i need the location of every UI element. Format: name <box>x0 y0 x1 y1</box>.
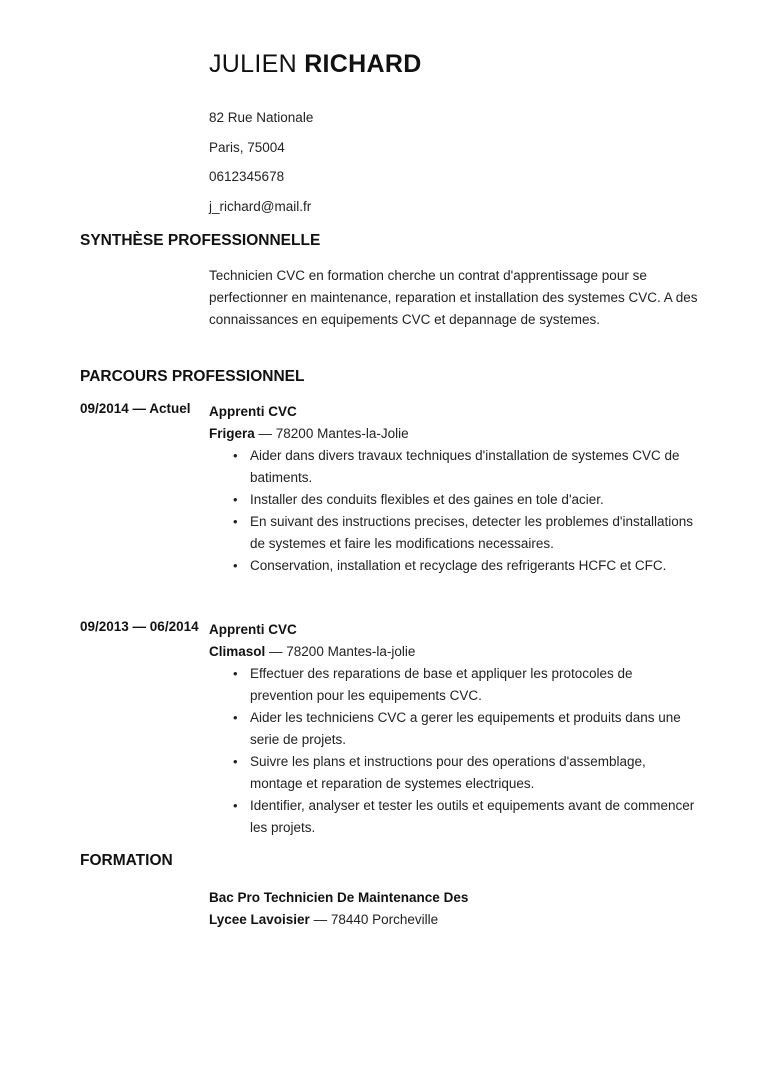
contact-city: Paris, 75004 <box>209 139 285 155</box>
company-location: — 78200 Mantes-la-jolie <box>265 644 416 659</box>
education-entry <box>209 887 699 931</box>
job-bullets <box>209 445 699 577</box>
company-location: — 78200 Mantes-la-Jolie <box>254 426 409 441</box>
job-bullet: • En suivant des instructions precises, detecter les problemes d'installations de systemes et faire les modifications necessaires. <box>250 511 699 555</box>
summary-section-title: SYNTHÈSE PROFESSIONNELLE <box>80 232 321 249</box>
job-dates: 09/2014 — Actuel <box>80 401 191 416</box>
job-title: Apprenti CVC <box>209 404 297 419</box>
education-school <box>209 909 699 931</box>
job-dates: 09/2013 — 06/2014 <box>80 619 199 634</box>
job-company <box>209 423 699 445</box>
job-content <box>209 401 699 577</box>
school-name: Lycee Lavoisier <box>209 912 310 927</box>
last-name: RICHARD <box>304 50 422 78</box>
job-bullet: • Effectuer des reparations de base et appliquer les protocoles de prevention pour les equipements CVC. <box>250 663 699 707</box>
job-bullet: • Identifier, analyser et tester les outils et equipements avant de commencer les projets. <box>250 795 699 839</box>
experience-section-title: PARCOURS PROFESSIONNEL <box>80 368 305 385</box>
contact-street: 82 Rue Nationale <box>209 110 314 125</box>
job-bullet: • Suivre les plans et instructions pour des operations d'assemblage, montage et reparation de systemes electriques. <box>250 751 699 795</box>
contact-email: j_richard@mail.fr <box>209 198 312 214</box>
contact-phone: 0612345678 <box>209 169 285 184</box>
education-degree: Bac Pro Technicien De Maintenance Des <box>209 890 469 905</box>
summary-text: Technicien CVC en formation cherche un contrat d'apprentissage pour se perfectionner en maintenance, reparation et installation des systemes CVC. A des connaissances en equipements CVC et depannage de systemes. <box>209 268 698 327</box>
job-bullets <box>209 663 699 839</box>
company-name: Frigera <box>209 426 255 441</box>
school-location: — 78440 Porcheville <box>309 912 439 927</box>
job-company <box>209 641 699 663</box>
job-bullet: • Aider dans divers travaux techniques d'installation de systemes CVC de batiments. <box>250 445 699 489</box>
job-bullet: • Installer des conduits flexibles et des gaines en tole d'acier. <box>250 489 699 511</box>
company-name: Climasol <box>209 644 266 659</box>
first-name: JULIEN <box>209 50 297 78</box>
candidate-name <box>209 50 422 79</box>
education-section-title: FORMATION <box>80 852 173 869</box>
job-bullet: • Conservation, installation et recyclage des refrigerants HCFC et CFC. <box>250 555 699 577</box>
job-content <box>209 619 699 839</box>
contact-block <box>209 103 313 221</box>
job-bullet: • Aider les techniciens CVC a gerer les equipements et produits dans une serie de projets. <box>250 707 699 751</box>
job-title: Apprenti CVC <box>209 622 297 637</box>
